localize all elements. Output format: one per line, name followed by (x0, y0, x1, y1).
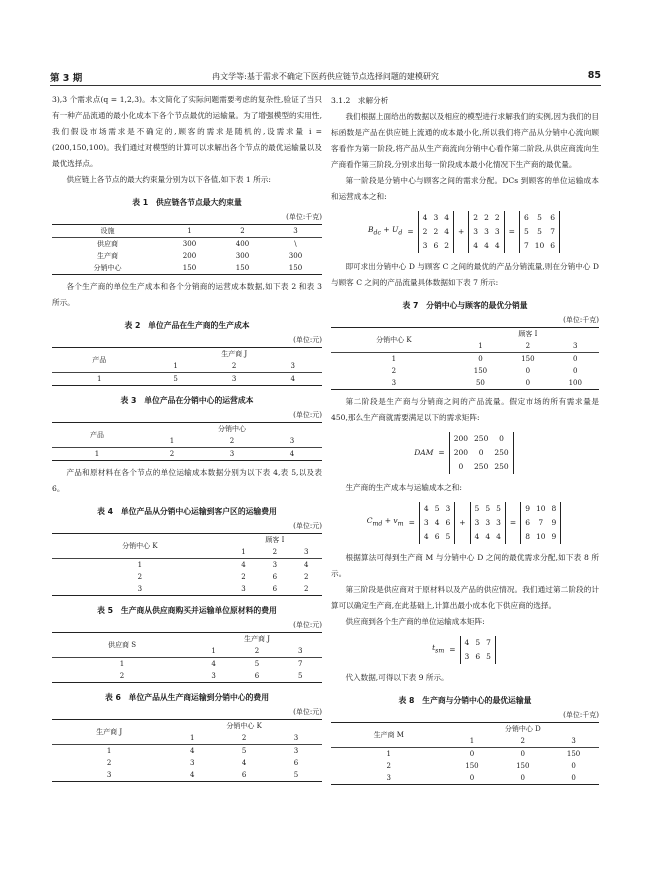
table-header-cell: 供应商 S (52, 633, 192, 658)
matrix-entry: 6 (550, 213, 556, 222)
page-header (50, 0, 601, 86)
table-cell: 5 (293, 770, 299, 779)
right-column (331, 92, 599, 789)
table-cell: 6 (293, 758, 299, 767)
matrix-entry: 2 (473, 213, 479, 222)
table-header-cell: 分销中心 K (52, 534, 228, 559)
equation-demand-matrix: DAM = 200 250 0 200 0 250 0 250 250 (331, 432, 599, 474)
table-cell: 150 (288, 263, 303, 272)
matrix-entry: 3 (485, 518, 491, 527)
table-caption: 表 4 单位产品从分销中心运输到客户区的运输费用 (97, 507, 277, 516)
table-header-cell: 设施 (52, 225, 163, 238)
matrix-entry: 4 (485, 532, 491, 541)
matrix (460, 636, 496, 664)
table-cell: 2 (391, 366, 397, 375)
table-4 (52, 533, 322, 596)
matrix-entry: 3 (494, 227, 500, 236)
table-cell: 3 (293, 746, 299, 755)
matrix-entry: 4 (474, 532, 480, 541)
matrix-entry: 5 (434, 504, 440, 513)
matrix-entry: 10 (535, 532, 546, 541)
table-cell: 3 (189, 758, 195, 767)
table-2 (52, 347, 322, 386)
table-cell: 1 (119, 659, 125, 668)
table-header-cell: 3 (262, 435, 322, 448)
matrix-entry: 250 (474, 434, 489, 443)
matrix-entry: 4 (422, 213, 428, 222)
matrix-entry: 0 (478, 448, 484, 457)
table-group-header: 顾客 I (518, 329, 538, 338)
table-header-cell: 1 (166, 732, 218, 745)
table-cell: 5 (298, 671, 303, 680)
matrix-entry: 3 (474, 518, 480, 527)
table-unit: (单位:千克) (286, 213, 322, 221)
table-cell: 2 (119, 671, 125, 680)
table-cell: 0 (478, 354, 483, 363)
table-caption: 表 2 单位产品在生产商的生产成本 (124, 321, 250, 330)
matrix-entry: 0 (499, 434, 504, 443)
table-1 (52, 224, 322, 275)
table-header-cell: 2 (259, 546, 290, 559)
matrix-entry: 5 (537, 213, 542, 222)
left-column (52, 92, 322, 786)
paragraph: 代入数据,可得以下表 9 所示。 (345, 673, 449, 682)
table-cell: 0 (469, 773, 475, 782)
paragraph: 3),3 个需求点(q = 1,2,3)。本文简化了实际问题需要考虑的复杂性,验证了当只有一种产品流通的最小化成本下各个节点最优的运输量。为了增强模型的实用性,我们假设市场需求是不确定的,顾客的需求是随机的,设需求量 i = (200,150,100)。我们通过对模型的计算可以求解出各个节点的最优运输量以及最优选择点。 (52, 95, 322, 168)
matrix-entry: 3 (464, 652, 470, 661)
table-unit: (单位:元) (293, 708, 322, 716)
table-8 (331, 722, 599, 785)
table-cell: 1 (106, 746, 112, 755)
matrix (520, 502, 561, 544)
table-cell: 150 (465, 761, 479, 770)
table-unit: (单位:元) (293, 336, 322, 344)
table-row (52, 262, 322, 275)
table-cell: 3 (137, 584, 143, 593)
table-caption: 表 5 生产商从供应商购买并运输单位原材料的费用 (97, 606, 277, 615)
matrix (418, 211, 454, 253)
table-header-cell: 1 (142, 435, 202, 448)
table-cell: 6 (272, 572, 278, 581)
table-row (331, 365, 599, 377)
equation-label: $t_{sm}$ (432, 643, 445, 655)
table-cell: 3 (106, 770, 112, 779)
matrix-entry: 4 (423, 532, 429, 541)
table-row (52, 571, 322, 583)
table-header-cell: 分销中心 K (331, 328, 457, 353)
matrix-entry: 10 (534, 241, 545, 250)
table-header-cell: 2 (202, 435, 262, 448)
table-cell: 0 (571, 773, 576, 782)
table-cell: 150 (516, 761, 530, 770)
matrix-entry: 3 (423, 518, 429, 527)
matrix-entry: 3 (433, 213, 439, 222)
table-header-cell: 2 (216, 225, 269, 238)
paragraph: 第二阶段是生产商与分销商之间的产品流量。假定市场的所有需求量是 450,那么生产商就需要满足以下的需求矩阵: (331, 397, 599, 422)
page-number: 85 (587, 70, 601, 81)
paragraph: 生产商的生产成本与运输成本之和: (345, 483, 462, 492)
table-cell: 2 (304, 584, 309, 593)
equation-cost-sum-md: $C_{md} + v_m$ = 4 5 3 3 4 6 4 6 5 + 5 5 5 3 3 3 4 4 4 = 9 10 8 6 7 9 8 10 9 (331, 502, 599, 544)
matrix-entry: 5 (537, 227, 542, 236)
paragraph: 产品和原材料在各个节点的单位运输成本数据分别为以下表 4,表 5,以及表 6。 (52, 468, 322, 493)
matrix-entry: 9 (525, 504, 530, 513)
matrix-entry: 3 (473, 227, 479, 236)
matrix-entry: 3 (445, 504, 451, 513)
matrix-entry: 7 (550, 227, 556, 236)
table-cell: 150 (521, 354, 535, 363)
table-header-cell: 1 (146, 360, 204, 373)
table-cell: 2 (386, 761, 391, 770)
table-row (52, 238, 322, 251)
matrix-entry: 200 (453, 434, 469, 443)
table-header-cell: 1 (192, 645, 235, 658)
table-cell: 300 (288, 251, 303, 260)
table-header-cell: 3 (291, 546, 322, 559)
matrix (419, 502, 455, 544)
table-cell: 生产商 (96, 251, 118, 260)
matrix-entry: 2 (494, 213, 500, 222)
table-cell: 1 (94, 449, 100, 458)
paragraph: 第一阶段是分销中心与顾客之间的需求分配。DCs 到顾客的单位运输成本和运营成本之和: (331, 176, 599, 201)
matrix-entry: 0 (458, 462, 464, 471)
matrix (470, 502, 506, 544)
paragraph: 我们根据上面给出的数据以及相应的模型进行求解我们的实例,因为我们的目标函数是产品在供应链上流通的成本最小化,所以我们将产品从分销中心流向顾客看作为第一阶段,将产品从生产商流向分销中心看作第二阶段,从供应商流向生产商看作第三阶段,分别求出每一阶段成本最小化情况下生产商的最优量。 (331, 112, 599, 169)
table-header-cell: 3 (279, 645, 322, 658)
table-cell: 0 (520, 749, 525, 758)
table-cell: 50 (475, 378, 485, 387)
table-cell: 4 (241, 560, 246, 569)
table-unit: (单位:千克) (563, 316, 599, 324)
table-unit: (单位:千克) (563, 711, 599, 719)
table-header-cell: 1 (163, 225, 216, 238)
table-header-cell: 1 (447, 735, 498, 748)
matrix-entry: 4 (484, 241, 489, 250)
paragraph: 即可求出分销中心 D 与顾客 C 之间的最优的产品分销流量,则在分销中心 D 与顾客 C 之间的产品流量具体数据如下表 7 所示: (331, 262, 599, 287)
matrix-entry: 2 (484, 213, 489, 222)
table-cell: 3 (211, 671, 216, 680)
matrix-entry: 4 (423, 504, 429, 513)
table-cell: 300 (235, 251, 250, 260)
table-cell: 150 (473, 366, 488, 375)
table-row (52, 373, 322, 386)
table-cell: 400 (235, 239, 250, 248)
matrix-entry: 6 (550, 241, 556, 250)
table-caption: 表 7 分销中心与顾客的最优分销量 (402, 301, 528, 310)
table-caption: 表 6 单位产品从生产商运输到分销中心的费用 (104, 693, 270, 702)
table-cell: 1 (386, 749, 391, 758)
paragraph: 各个生产商的单位生产成本和各个分销商的运营成本数据,如下表 2 和表 3 所示。 (52, 282, 322, 307)
paragraph: 根据算法可得到生产商 M 与分销中心 D 之间的最优需求分配,如下表 8 所示。 (331, 553, 599, 578)
equation-label: DAM (414, 448, 434, 457)
matrix (519, 211, 560, 253)
table-cell: 供应商 (96, 239, 118, 248)
table-cell: 4 (189, 746, 195, 755)
table-row (331, 760, 599, 772)
table-cell: 0 (469, 749, 475, 758)
matrix-entry: 7 (486, 638, 491, 647)
table-header-cell: 3 (270, 732, 322, 745)
table-cell: 1 (137, 560, 143, 569)
matrix-entry: 4 (473, 241, 479, 250)
table-cell: 3 (391, 378, 397, 387)
table-cell: 150 (566, 749, 581, 758)
table-group-header: 分销中心 D (504, 724, 541, 733)
table-cell: 4 (241, 758, 247, 767)
table-group-header: 生产商 J (243, 634, 270, 643)
matrix-entry: 5 (523, 227, 529, 236)
table-cell: 6 (241, 770, 247, 779)
table-row (52, 559, 322, 572)
table-row (52, 670, 322, 683)
table-row (331, 353, 599, 366)
table-group-header: 顾客 I (265, 535, 285, 544)
matrix-entry: 6 (445, 518, 451, 527)
matrix-entry: 8 (525, 532, 530, 541)
matrix-entry: 3 (496, 518, 501, 527)
table-3 (52, 422, 322, 461)
equation-label: $B_{dc} + U_d$ (367, 225, 403, 237)
table-row (52, 658, 322, 671)
table-header-cell: 2 (504, 340, 551, 353)
table-header-cell: 产品 (52, 348, 146, 373)
table-cell: 5 (173, 374, 178, 383)
matrix-entry: 4 (434, 518, 440, 527)
table-cell: 150 (182, 263, 197, 272)
matrix-entry: 4 (494, 241, 500, 250)
running-title: 冉文学等:基于需求不确定下医药供应链节点选择问题的建模研究 (212, 72, 439, 81)
table-cell: 2 (304, 572, 309, 581)
table-header-cell: 3 (269, 225, 322, 238)
matrix-entry: 4 (444, 213, 449, 222)
table-caption: 表 8 生产商与分销中心的最优运输量 (398, 696, 532, 705)
table-cell: 4 (289, 449, 295, 458)
table-row (52, 583, 322, 596)
table-row (52, 250, 322, 262)
matrix-entry: 2 (433, 227, 439, 236)
table-header-cell: 3 (548, 735, 599, 748)
table-row (52, 769, 322, 782)
matrix-entry: 6 (475, 652, 481, 661)
table-header-cell: 生产商 M (331, 723, 447, 748)
table-cell: 0 (571, 761, 576, 770)
matrix-entry: 6 (523, 213, 529, 222)
table-cell: 1 (391, 354, 397, 363)
matrix (468, 211, 504, 253)
paragraph: 供应链上各节点的最大约束量分别为以下各值,如下表 1 所示: (66, 175, 271, 184)
matrix-entry: 2 (444, 241, 449, 250)
table-cell: 3 (386, 773, 391, 782)
matrix-entry: 7 (538, 518, 544, 527)
table-header-cell: 1 (228, 546, 259, 559)
table-cell: 200 (182, 251, 197, 260)
matrix-entry: 9 (551, 532, 557, 541)
matrix-entry: 200 (453, 448, 469, 457)
table-caption: 表 3 单位产品在分销中心的运营成本 (120, 396, 254, 405)
table-row (331, 748, 599, 761)
table-unit: (单位:元) (293, 411, 322, 419)
table-group-header: 生产商 J (221, 349, 248, 358)
matrix-entry: 8 (551, 504, 557, 513)
matrix-entry: 5 (486, 652, 491, 661)
table-cell: 0 (525, 366, 531, 375)
matrix-entry: 4 (464, 638, 470, 647)
table-cell: 2 (106, 758, 112, 767)
table-unit: (单位:元) (293, 621, 322, 629)
table-cell: 5 (254, 659, 260, 668)
matrix-entry: 3 (422, 241, 428, 250)
table-cell: 4 (290, 374, 295, 383)
matrix-entry: 5 (474, 504, 480, 513)
table-cell: 3 (272, 560, 278, 569)
table-cell: 0 (525, 378, 531, 387)
matrix-entry: 10 (535, 504, 546, 513)
matrix (449, 432, 514, 474)
table-cell: 3 (231, 374, 237, 383)
paragraph: 第三阶段是供应商对于原材料以及产品的供应情况。我们通过第二阶段的计算可以确定生产商,在此基础上,计算出最小成本化下供应商的选择。 (331, 585, 599, 610)
table-cell: 4 (211, 659, 216, 668)
issue-number: 第 3 期 (50, 73, 83, 84)
table-cell: 0 (573, 354, 578, 363)
matrix-entry: 2 (422, 227, 428, 236)
table-cell: 3 (241, 584, 246, 593)
table-row (52, 757, 322, 769)
table-group-header: 分销中心 (218, 424, 246, 433)
matrix-entry: 5 (496, 504, 501, 513)
table-row (52, 745, 322, 758)
table-cell: 2 (137, 572, 143, 581)
table-caption: 表 1 供应链各节点最大约束量 (132, 198, 242, 207)
table-cell: 1 (96, 374, 102, 383)
matrix-entry: 250 (474, 462, 489, 471)
matrix-entry: 4 (496, 532, 501, 541)
table-cell: 3 (229, 449, 235, 458)
table-header-cell: 2 (205, 360, 263, 373)
table-cell: 150 (235, 263, 250, 272)
table-header-cell: 2 (497, 735, 548, 748)
table-cell: 6 (272, 584, 278, 593)
matrix-entry: 250 (494, 448, 509, 457)
matrix-entry: 7 (523, 241, 529, 250)
table-group-header: 分销中心 K (226, 721, 262, 730)
table-cell: 6 (254, 671, 260, 680)
table-row (331, 377, 599, 390)
matrix-entry: 6 (433, 241, 439, 250)
section-heading: 3.1.2 求解分析 (331, 96, 389, 105)
table-cell: 7 (298, 659, 303, 668)
matrix-entry: 5 (445, 532, 451, 541)
table-cell: 0 (520, 773, 525, 782)
table-header-cell: 3 (552, 340, 599, 353)
table-cell: 100 (568, 378, 582, 387)
matrix-entry: 3 (484, 227, 489, 236)
matrix-entry: 4 (444, 227, 449, 236)
table-cell: \ (294, 239, 297, 248)
table-unit: (单位:元) (293, 522, 322, 530)
table-header-cell: 2 (218, 732, 270, 745)
table-header-cell: 生产商 J (52, 720, 166, 745)
table-row (52, 448, 322, 461)
matrix-entry: 9 (551, 518, 557, 527)
table-cell: 分销中心 (93, 263, 122, 272)
table-header-cell: 3 (263, 360, 322, 373)
table-row (331, 772, 599, 785)
equation-transport-matrix: $t_{sm}$ = 4 5 7 3 6 5 (331, 636, 599, 664)
matrix-entry: 250 (494, 462, 509, 471)
equation-cost-sum-dc: $B_{dc} + U_d$ = 4 3 4 2 2 4 3 6 2 + 2 2 2 3 3 3 4 4 4 = 6 5 6 5 5 7 7 10 6 (331, 211, 599, 253)
matrix-entry: 5 (485, 504, 491, 513)
table-header-cell: 产品 (52, 423, 142, 448)
table-cell: 4 (304, 560, 309, 569)
table-header-cell: 1 (457, 340, 504, 353)
table-cell: 4 (189, 770, 195, 779)
matrix-entry: 6 (525, 518, 530, 527)
equation-label: $C_{md} + v_m$ (366, 516, 404, 528)
table-cell: 2 (241, 572, 246, 581)
matrix-entry: 5 (475, 638, 481, 647)
table-5 (52, 632, 322, 683)
table-6 (52, 719, 322, 782)
matrix-entry: 6 (434, 532, 440, 541)
table-cell: 5 (241, 746, 247, 755)
paragraph: 供应商到各个生产商的单位运输成本矩阵: (345, 617, 485, 626)
table-cell: 300 (182, 239, 197, 248)
table-7 (331, 327, 599, 390)
table-cell: 2 (169, 449, 175, 458)
table-header-cell: 2 (235, 645, 278, 658)
table-cell: 0 (573, 366, 578, 375)
